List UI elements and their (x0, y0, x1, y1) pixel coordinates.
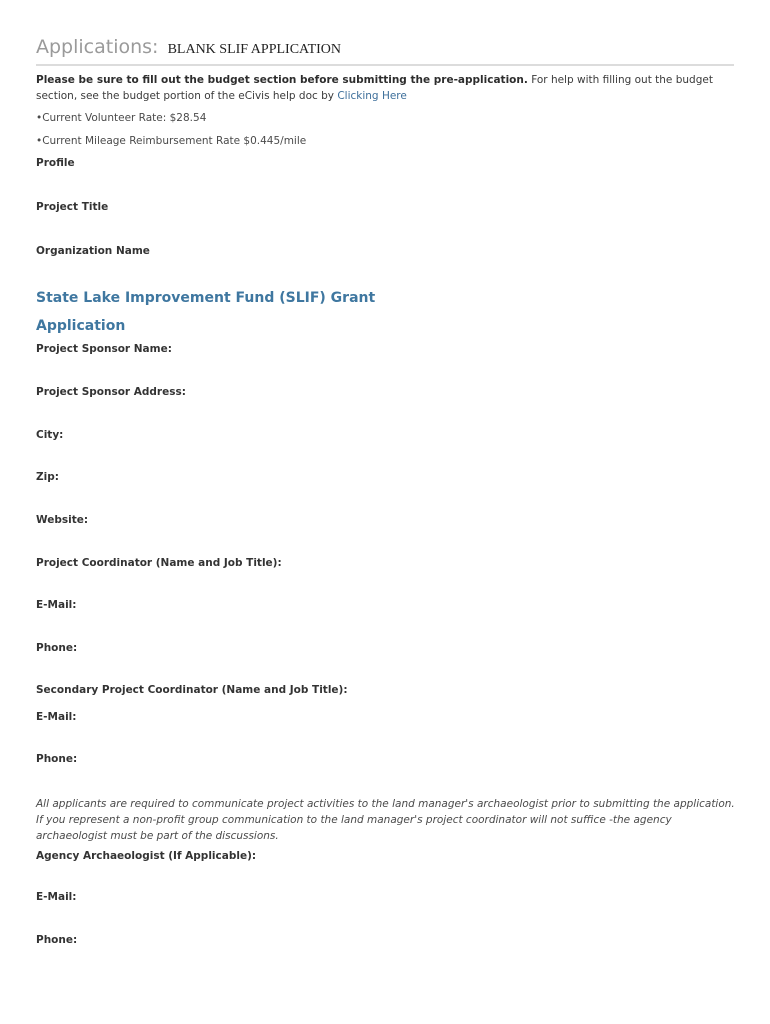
coordinator-email-label: E-Mail: (36, 599, 77, 611)
organization-name-label: Organization Name (36, 245, 150, 257)
profile-heading: Profile (36, 157, 75, 169)
clicking-here-link[interactable]: Clicking Here (337, 90, 407, 102)
budget-instructions-bold: Please be sure to fill out the budget section before submitting the pre-application. (36, 74, 528, 86)
slif-section-heading: State Lake Improvement Fund (SLIF) Grant (36, 290, 376, 306)
volunteer-rate: •Current Volunteer Rate: $28.54 (36, 112, 207, 124)
budget-instructions-text: For help with filling out the budget section, see the budget portion of the eCivis help doc by (36, 74, 713, 102)
archaeologist-phone-label: Phone: (36, 934, 78, 946)
slif-section-heading-cont: Application (36, 318, 126, 334)
city-label: City: (36, 429, 64, 441)
agency-archaeologist-label: Agency Archaeologist (If Applicable): (36, 850, 257, 862)
sponsor-name-label: Project Sponsor Name: (36, 343, 172, 355)
archaeologist-email-label: E-Mail: (36, 891, 77, 903)
mileage-rate: •Current Mileage Reimbursement Rate $0.445/mile (36, 135, 307, 147)
budget-instructions (36, 72, 734, 104)
project-title-label: Project Title (36, 201, 109, 213)
archaeologist-note: All applicants are required to communicate project activities to the land manager's archaeologist prior to submitting the application. If you represent a non-profit group communication to the land manager's project coordinator will not suffice -the agency archaeologist must be part of the discussions. (36, 798, 735, 842)
secondary-coordinator-label: Secondary Project Coordinator (Name and Job Title): (36, 684, 348, 696)
secondary-email-label: E-Mail: (36, 711, 77, 723)
sponsor-address-label: Project Sponsor Address: (36, 386, 186, 398)
website-label: Website: (36, 514, 89, 526)
header-app-label: Applications: (36, 36, 159, 58)
coordinator-label: Project Coordinator (Name and Job Title): (36, 557, 282, 569)
page-title: BLANK SLIF APPLICATION (167, 42, 342, 57)
page-header (36, 36, 734, 66)
secondary-phone-label: Phone: (36, 753, 78, 765)
zip-label: Zip: (36, 471, 59, 483)
coordinator-phone-label: Phone: (36, 642, 78, 654)
